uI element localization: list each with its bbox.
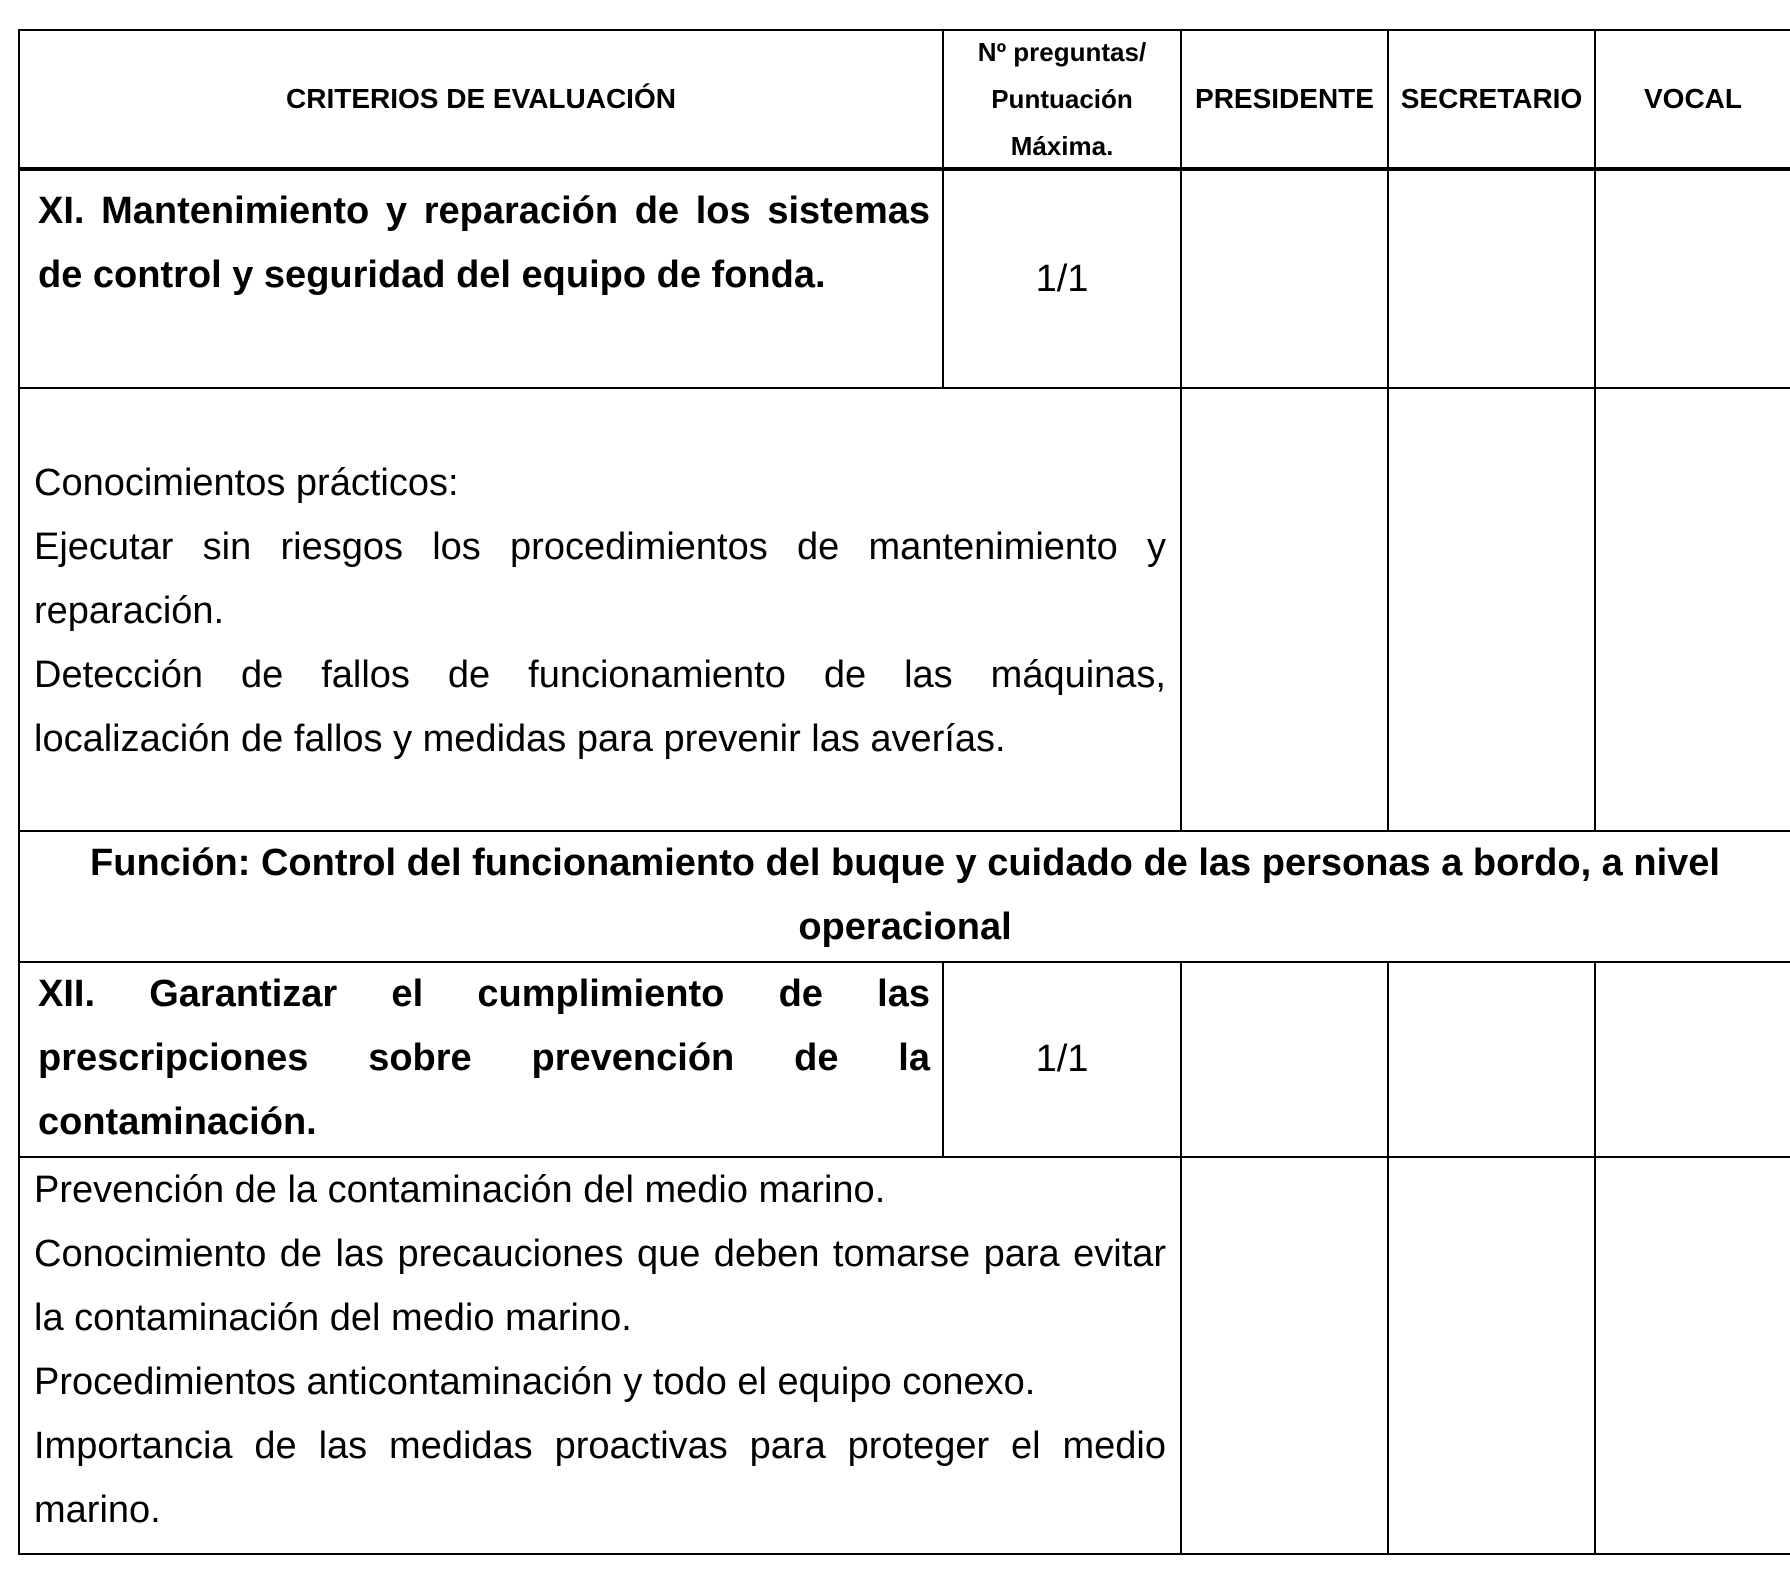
header-puntuacion-line2: Puntuación [991, 83, 1133, 114]
section-xii-content-line: Importancia de las medidas proactivas para proteger el medio marino. [34, 1425, 1166, 1531]
header-secretario-label: SECRETARIO [1400, 83, 1583, 114]
section-xi-title [20, 179, 930, 379]
section-xii-content-presidente-cell[interactable] [1182, 1158, 1387, 1553]
section-xii-content-vocal-cell[interactable] [1596, 1158, 1790, 1553]
function-heading [40, 831, 1770, 961]
header-criterios-label: CRITERIOS DE EVALUACIÓN [286, 83, 676, 114]
section-xi-title-text: XI. Mantenimiento y reparación de los sistemas de control y seguridad del equipo de fonda. [38, 190, 930, 296]
section-xi-content-secretario-cell[interactable] [1389, 389, 1594, 830]
section-xii-vocal-cell[interactable] [1596, 963, 1790, 1156]
header-criterios [20, 31, 942, 167]
section-xi-content-line: Detección de fallos de funcionamiento de las máquinas, localización de fallos y medidas para prevenir las averías. [34, 654, 1166, 760]
section-xii-score [944, 963, 1180, 1156]
header-presidente-label: PRESIDENTE [1195, 83, 1374, 114]
table-border-bottom [18, 1553, 1790, 1555]
section-xi-content-line: Ejecutar sin riesgos los procedimientos de mantenimiento y reparación. [34, 526, 1166, 632]
section-xi-content-presidente-cell[interactable] [1182, 389, 1387, 830]
header-vocal-label: VOCAL [1644, 83, 1742, 114]
section-xii-title [20, 962, 930, 1156]
section-xii-score-value: 1/1 [1035, 1038, 1089, 1080]
section-xi-score [944, 171, 1180, 387]
section-xii-presidente-cell[interactable] [1182, 963, 1387, 1156]
section-xi-secretario-cell[interactable] [1389, 171, 1594, 387]
header-puntuacion-line3: Máxima. [1010, 130, 1114, 161]
section-xi-score-value: 1/1 [1035, 257, 1089, 300]
section-xi-content-line: Conocimientos prácticos: [34, 462, 459, 504]
header-vocal [1596, 31, 1790, 167]
header-puntuacion-line1: Nº preguntas/ [977, 36, 1147, 67]
section-xii-content-secretario-cell[interactable] [1389, 1158, 1594, 1553]
section-xii-content [34, 1158, 1166, 1553]
section-xi-content-vocal-cell[interactable] [1596, 389, 1790, 830]
header-puntuacion [944, 31, 1180, 167]
header-secretario [1389, 31, 1594, 167]
section-xii-content-line: Procedimientos anticontaminación y todo el equipo conexo. [34, 1361, 1036, 1403]
header-presidente [1182, 31, 1387, 167]
section-xii-content-line: Conocimiento de las precauciones que deben tomarse para evitar la contaminación del medio marino. [34, 1233, 1166, 1339]
section-xi-vocal-cell[interactable] [1596, 171, 1790, 387]
section-xii-secretario-cell[interactable] [1389, 963, 1594, 1156]
section-xii-title-text: XII. Garantizar el cumplimiento de las prescripciones sobre prevención de la contaminación. [38, 973, 930, 1143]
section-xi-presidente-cell[interactable] [1182, 171, 1387, 387]
section-xii-content-line: Prevención de la contaminación del medio marino. [34, 1169, 886, 1211]
section-xi-content [34, 451, 1166, 791]
function-heading-text: Función: Control del funcionamiento del buque y cuidado de las personas a bordo, a nivel operacional [90, 842, 1720, 948]
